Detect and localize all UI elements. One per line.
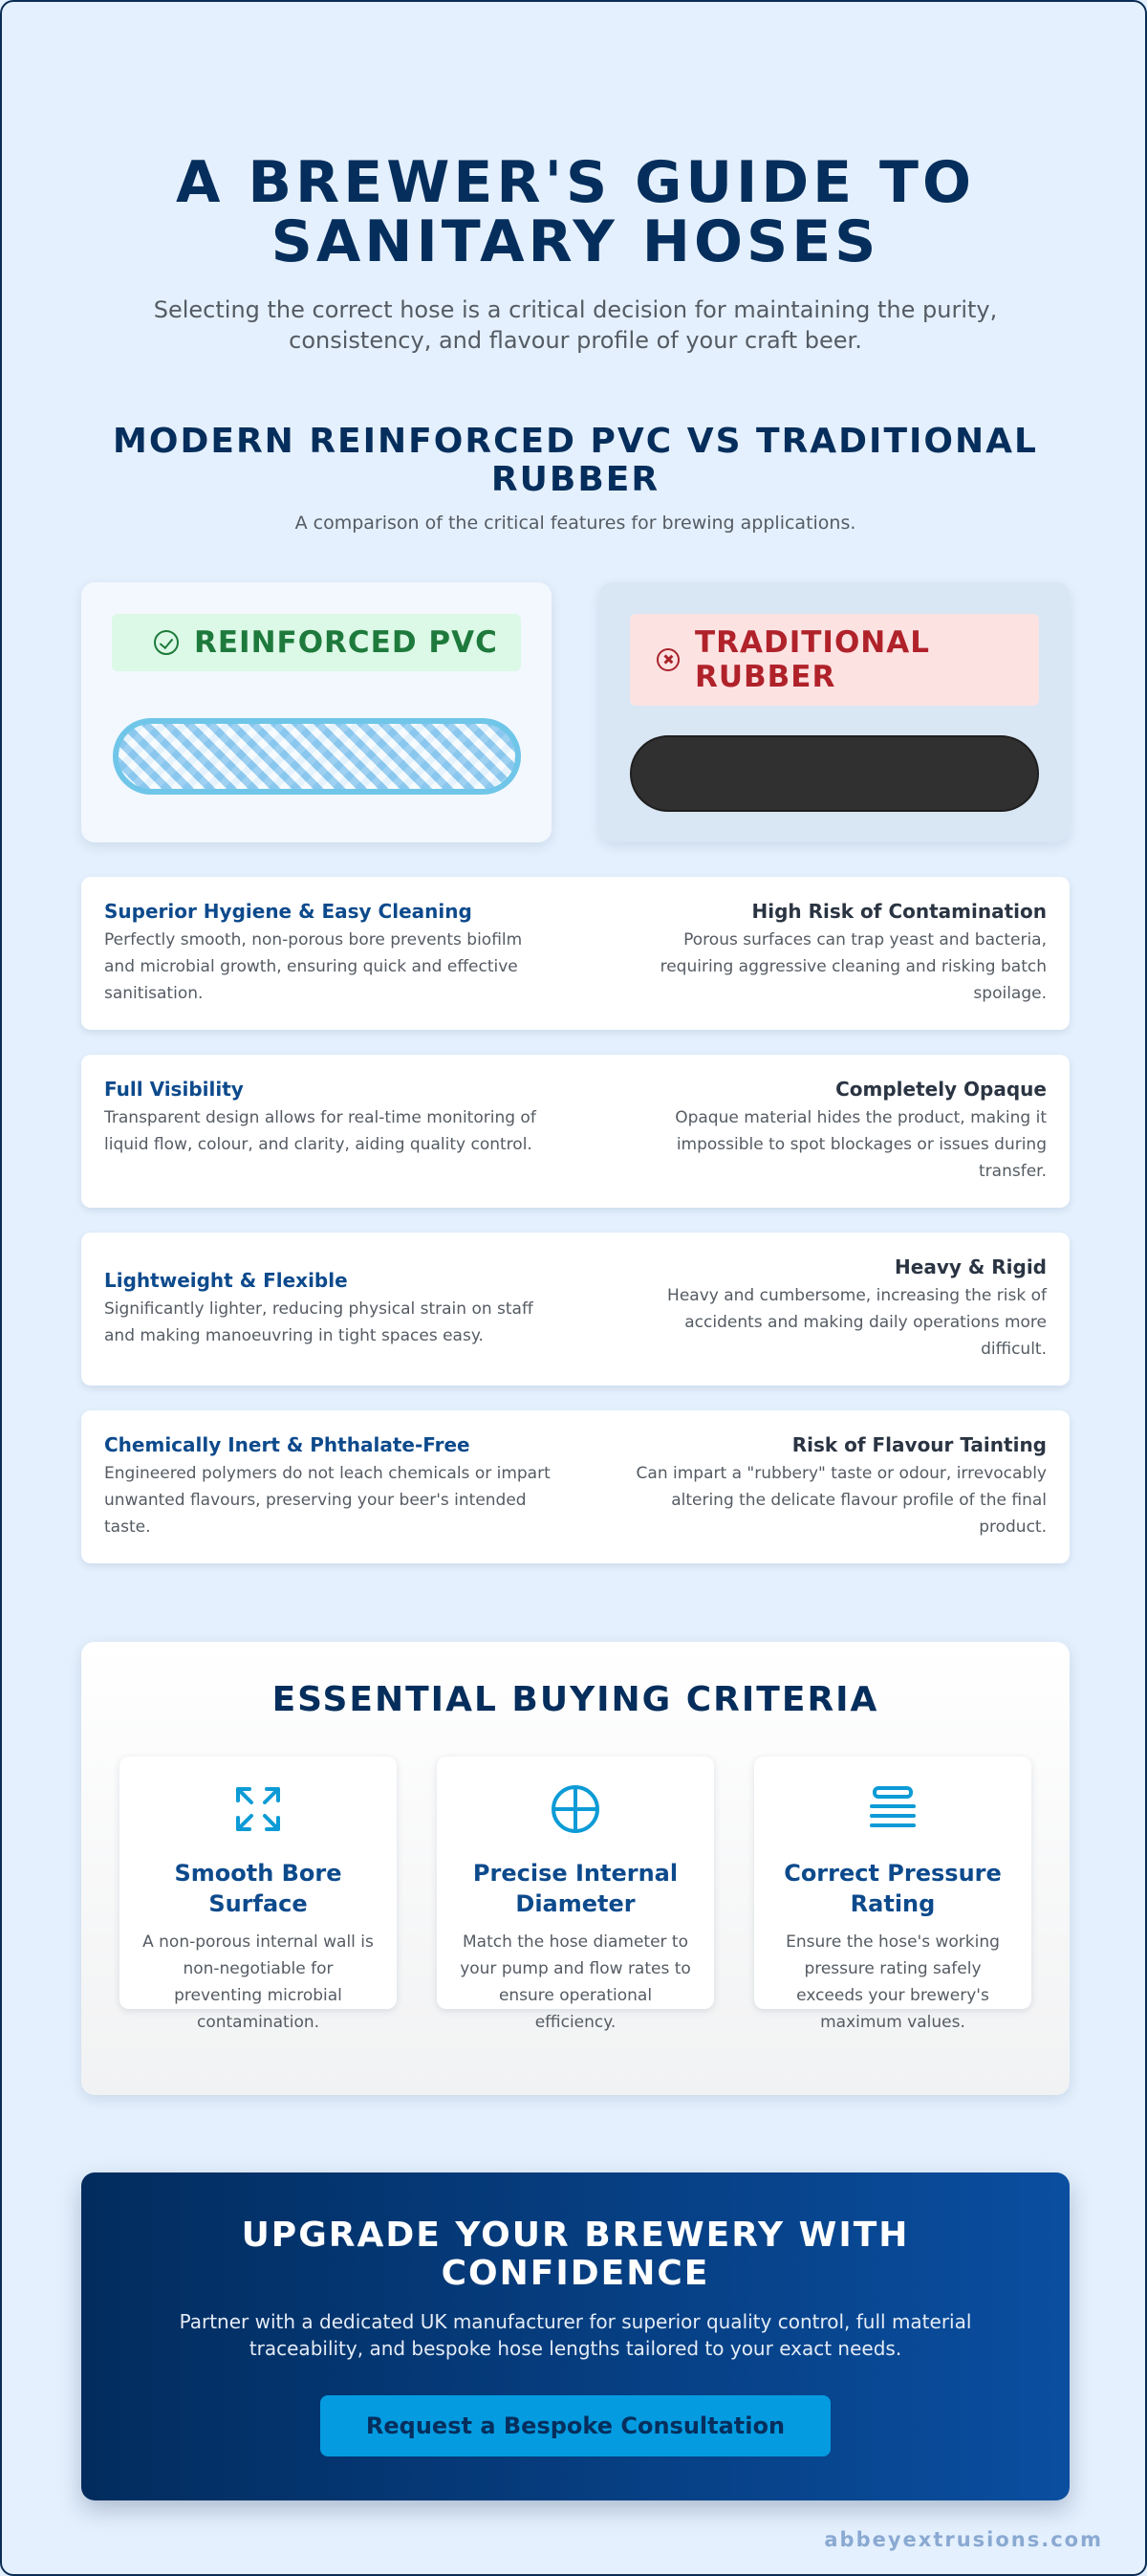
- criteria-card: [437, 1757, 714, 2032]
- criteria-card-desc: Ensure the hose's working pressure rating safely exceeds your brewery's maximum values.: [786, 1932, 1000, 2032]
- pvc-feature-title: Lightweight & Flexible: [104, 1269, 348, 1292]
- rubber-card: [599, 582, 1070, 842]
- comparison-row: [81, 1410, 1070, 1563]
- criteria-card-title: Precise Internal Diameter: [472, 1860, 679, 1917]
- rubber-feature: [626, 1433, 1047, 1540]
- criteria-card-title: Correct Pressure Rating: [784, 1860, 1002, 1917]
- pvc-feature-desc: Transparent design allows for real-time monitoring of liquid flow, colour, and clarity, aiding quality control.: [104, 1108, 536, 1154]
- pvc-feature: [104, 1269, 553, 1349]
- rubber-label-badge: [630, 614, 1039, 706]
- expand-arrows-icon: [232, 1783, 284, 1835]
- comparison-header: [2, 423, 1147, 534]
- rubber-feature-title: Risk of Flavour Tainting: [791, 1433, 1047, 1456]
- page-title: A BREWER'S GUIDE TO SANITARY HOSES: [176, 149, 975, 275]
- pvc-feature: [104, 900, 553, 1007]
- crosshair-circle-icon: [550, 1783, 601, 1835]
- pvc-label-badge: [112, 614, 521, 671]
- rubber-feature: [626, 1078, 1047, 1185]
- rubber-feature-desc: Porous surfaces can trap yeast and bacteria, requiring aggressive cleaning and risking batch spoilage.: [660, 930, 1047, 1003]
- cta-title: UPGRADE YOUR BREWERY WITH CONFIDENCE: [241, 2216, 910, 2293]
- criteria-card-desc: Match the hose diameter to your pump and flow rates to ensure operational efficiency.: [460, 1932, 691, 2032]
- criteria-title: ESSENTIAL BUYING CRITERIA: [271, 1680, 879, 1719]
- page-subtitle: Selecting the correct hose is a critical decision for maintaining the purity, consistency, and flavour profile of your craft beer.: [153, 296, 998, 354]
- stacked-lines-icon: [867, 1783, 919, 1835]
- check-circle-icon: [154, 630, 179, 655]
- pvc-feature-desc: Perfectly smooth, non-porous bore prevents biofilm and microbial growth, ensuring quick and effective sanitisation.: [104, 930, 523, 1003]
- comparison-subtitle: A comparison of the critical features for brewing applications.: [294, 513, 856, 534]
- pvc-feature: [104, 1433, 553, 1540]
- comparison-row: [81, 1233, 1070, 1386]
- pvc-feature-title: Full Visibility: [104, 1078, 244, 1101]
- criteria-card: [119, 1757, 397, 2032]
- rubber-feature-title: High Risk of Contamination: [751, 900, 1047, 923]
- criteria-card-title: Smooth Bore Surface: [174, 1860, 342, 1917]
- footer-site-link[interactable]: abbeyextrusions.com: [824, 2528, 1103, 2551]
- rubber-feature-desc: Can impart a "rubbery" taste or odour, irrevocably altering the delicate flavour profile of the final product.: [636, 1464, 1047, 1537]
- pvc-feature-desc: Engineered polymers do not leach chemicals or impart unwanted flavours, preserving your beer's intended taste.: [104, 1464, 551, 1537]
- pvc-feature: [104, 1078, 553, 1158]
- pvc-feature-title: Chemically Inert & Phthalate-Free: [104, 1433, 470, 1456]
- rubber-hose-illustration: [630, 735, 1039, 812]
- hero-section: [2, 149, 1147, 356]
- pvc-label: REINFORCED PVC: [194, 625, 498, 660]
- cta-section: [81, 2172, 1070, 2500]
- rubber-feature-title: Heavy & Rigid: [895, 1255, 1047, 1278]
- buying-criteria-section: [81, 1642, 1070, 2095]
- rubber-feature-desc: Opaque material hides the product, making it impossible to spot blockages or issues during transfer.: [675, 1108, 1047, 1181]
- rubber-feature: [626, 1255, 1047, 1363]
- pvc-card: [81, 582, 552, 842]
- comparison-title: MODERN REINFORCED PVC VS TRADITIONAL RUBBER: [113, 422, 1038, 499]
- request-consultation-button[interactable]: Request a Bespoke Consultation: [320, 2395, 831, 2456]
- rubber-feature-title: Completely Opaque: [835, 1078, 1047, 1101]
- pvc-hose-illustration: [113, 718, 521, 795]
- criteria-card: [754, 1757, 1031, 2032]
- comparison-row: [81, 877, 1070, 1030]
- criteria-card-desc: A non-porous internal wall is non-negotiable for preventing microbial contamination.: [142, 1932, 374, 2032]
- rubber-label: TRADITIONAL RUBBER: [695, 625, 930, 694]
- rubber-feature: [626, 900, 1047, 1007]
- x-circle-icon: [657, 648, 680, 671]
- cta-desc: Partner with a dedicated UK manufacturer for superior quality control, full material traceability, and bespoke hose lengths tailored to your exact needs.: [179, 2310, 972, 2360]
- rubber-feature-desc: Heavy and cumbersome, increasing the risk of accidents and making daily operations more difficult.: [667, 1286, 1047, 1359]
- pvc-feature-desc: Significantly lighter, reducing physical strain on staff and making manoeuvring in tight spaces easy.: [104, 1299, 533, 1345]
- comparison-row: [81, 1055, 1070, 1208]
- pvc-feature-title: Superior Hygiene & Easy Cleaning: [104, 900, 472, 923]
